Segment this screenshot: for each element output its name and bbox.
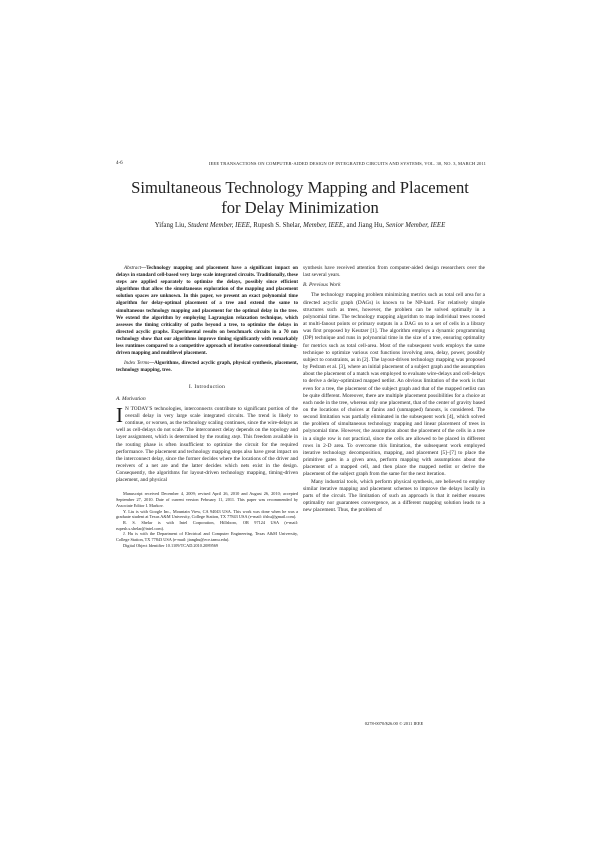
left-column — [116, 265, 298, 548]
title-line-2: for Delay Minimization — [221, 198, 379, 217]
paper-title — [100, 178, 500, 218]
author-1-name: Yifang Liu, — [154, 222, 187, 229]
footnote-doi: Digital Object Identifier 10.1109/TCAD.2010.2089569 — [123, 542, 219, 548]
footnote-liu: Y. Liu is with Google Inc., Mountain View, CA 94043 USA. This work was done when he was a graduate student at Texas A&M University, College Station, TX 77843 USA (e-mail: ifshu@gmail.com). — [116, 508, 298, 520]
index-terms — [116, 360, 298, 374]
page-number: 4-6 — [116, 161, 123, 166]
previous-work-paragraph-1: The technology mapping problem minimizing metrics such as total cell area for a directed acyclic graph (DAGs) is known to be NP-hard. For relatively simple structures such as trees, however, the problem can be solved optimally in a polynomial time. The technology mapping algorithm to map individual trees rooted at multi-fanout points or primary outputs in a DAG on to a set of cells in a library was first proposed by Keutzer [1]. The algorithm employs a dynamic programming (DP) technique and runs in polynomial time in the size of a tree, ensuring optimality for metrics such as total cell-area. Most of the subsequent work employs the same technique to optimize various cost functions involving area, delay, power, possibly subject to constraints, as in [2]. The layout-driven technology mapping was proposed by Pedram et al. [3], where an initial placement of a subject graph and the assumption about the placement of a match was employed to evaluate wire-delays and cell-delays to derive a delay-optimized mapped netlist. An obvious limitation of the work is that even for a tree, the placement of the subject graph and that of the mapped netlist can be quite different. Moreover, there are multiple placement possibilities for a choice at each node in the tree, whereas only one placement, that of the center of gravity based on the locations of choices at fanins and (unmapped) fanouts, is considered. The second limitation was partially eliminated in the subsequent work [4], which solved the problem of simultaneous technology mapping and linear placement of trees in polynomial time. However, the assumption about the placement of the cells in a tree in a single row is not practical, since the cells are allowed to be placed in different rows in 2-D area. To overcome this limitation, the subsequent work employed iterative technology decomposition, mapping, and placement [5]–[7] to place the primitive gates in a given area, perform mapping with assumptions about the placement of a mapped cell, and then place the mapped netlist or derive the placement of the subject graph from the same for the next iteration. — [303, 292, 485, 478]
drop-cap: I — [116, 402, 123, 427]
intro-text-end: . This freedom available in the routing phase is often insufficient to optimize the circuit for the required performance. The placement and technology mapping steps also have great impact on the interconnect delay, since the former decides where the locations of the driver and receivers of a net are and the latter decides which nets exist in the design. Consequently, the algorithms for layout-driven technology mapping, timing-driven placement, and physical — [116, 434, 298, 484]
copyright-notice: 0278-0070/$26.00 © 2011 IEEE — [364, 721, 424, 726]
index-terms-label: Index Terms — [124, 360, 150, 367]
section-heading-introduction: I. Introduction — [188, 384, 226, 391]
title-line-1: Simultaneous Technology Mapping and Placement — [131, 178, 469, 197]
index-terms-text: —Algorithms, directed acyclic graph, physical synthesis, placement, technology mapping, tree. — [116, 360, 298, 374]
footnotes — [116, 491, 298, 548]
intro-text-start: N TODAY'S technologies, interconnects contribute to significant portion of the overall delay in very large scale integrated circuits. The trend is likely to continue, or worsen, as the technology scaling continues, since the wire-delays as well as cell-delays do not scale. The interconnect delay depends on the topology and layer assignment, which is determined by the routing — [116, 405, 298, 441]
author-3-role: Senior Member, IEEE — [385, 222, 446, 229]
author-1-role: Student Member, IEEE, — [187, 222, 252, 229]
author-2-name: Rupesh S. Shelar, — [253, 222, 302, 229]
previous-work-paragraph-2: Many industrial tools, which perform physical synthesis, are believed to employ similar iterative mapping and placement schemes to improve the delays locally in parts of the circuit. The limitation of such an approach is that it neither ensures optimality nor guarantees convergence, as a different mapping solution leads to a new placement. Thus, the problem of — [303, 478, 485, 514]
subsection-heading-previous-work: B. Previous Work — [303, 282, 341, 289]
footnote-manuscript: Manuscript received December 4, 2009; revised April 26, 2010 and August 26, 2010; accepted September 27, 2010. Date of current version February 11, 2011. This paper was recommended by Associate Editor I. Markov. — [116, 491, 298, 508]
abstract — [116, 265, 298, 357]
abstract-text: —Technology mapping and placement have a significant impact on delays in standard cell-based very large scale integrated circuits. Traditionally, these steps are applied separately to optimize the delays, possibly since efficient algorithms that allow the simultaneous exploration of the mapping and placement solution spaces are unknown. In this paper, we present an exact polynomial time algorithm for delay-optimal placement of a tree and extend the same to simultaneous technology mapping and placement for the optimal delay in the tree. We extend the algorithm by employing Lagrangian relaxation technique, which assesses the timing criticality of paths beyond a tree, to optimize the delays in directed acyclic graphs. Experimental results on benchmark circuits in a 70 nm technology show that our algorithms improve timing significantly with remarkably less runtimes compared to a competitive approach of iterative conventional timing-driven mapping and multilevel placement. — [116, 265, 298, 357]
abstract-label: Abstract — [124, 265, 142, 271]
intro-text-italic: step — [231, 434, 241, 441]
running-head: IEEE TRANSACTIONS ON COMPUTER-AIDED DESIGN OF INTEGRATED CIRCUITS AND SYSTEMS, VOL. 30, NO. 3, MARCH 2011 — [208, 161, 486, 166]
footnote-shelar: R. S. Shelar is with Intel Corporation, Hillsboro, OR 97124 USA (e-mail: rupesh.s.shelar@intel.com). — [116, 519, 298, 531]
footnote-hu: J. Hu is with the Department of Electrical and Computer Engineering, Texas A&M University, College Station, TX 77843 USA (e-mail: jianghu@ece.tamu.edu). — [116, 531, 298, 543]
author-list — [100, 222, 500, 229]
author-2-role: Member, IEEE, — [303, 222, 345, 229]
right-column — [303, 265, 485, 514]
intro-paragraph — [116, 402, 298, 485]
subsection-heading-motivation: A. Motivation — [116, 395, 146, 402]
author-3-name: and Jiang Hu, — [346, 222, 385, 229]
intro-paragraph-continued: synthesis have received attention from computer-aided design researchers over the last several years. — [303, 265, 485, 279]
